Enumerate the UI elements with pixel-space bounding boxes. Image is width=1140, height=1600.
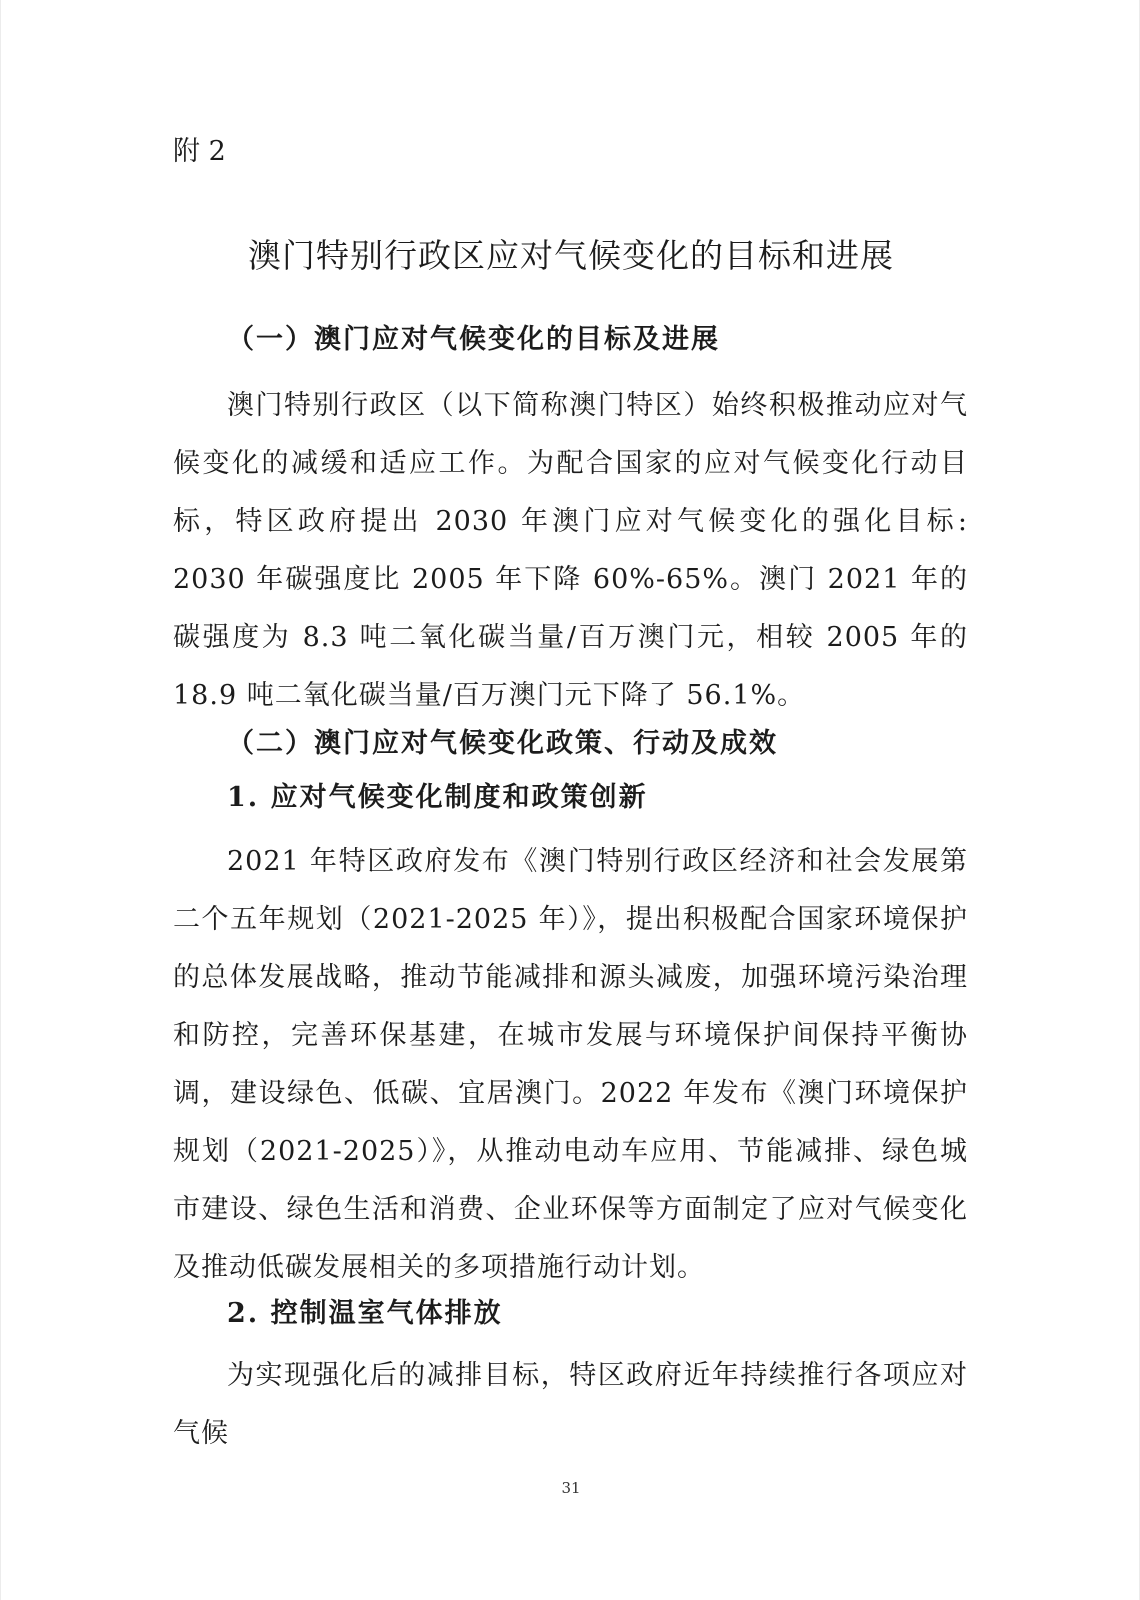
- item-1-heading: 1. 应对气候变化制度和政策创新: [227, 782, 648, 813]
- section-1-paragraph: 澳门特别行政区（以下简称澳门特区）始终积极推动应对气候变化的减缓和适应工作。为配合国家的应对气候变化行动目标，特区政府提出 2030 年澳门应对气候变化的强化目标: 2030 年碳强度比 2005 年下降 60%-65%。澳门 2021 年的碳强度为 8.3 吨二氧化碳当量/百万澳门元，相较 2005 年的 18.9 吨二氧化碳当量/百万澳门元下降了 56.1%。: [173, 390, 968, 711]
- document-title: 澳门特别行政区应对气候变化的目标和进展: [248, 236, 894, 275]
- item-1-paragraph: 2021 年特区政府发布《澳门特别行政区经济和社会发展第二个五年规划（2021-2025 年）》，提出积极配合国家环境保护的总体发展战略，推动节能减排和源头减废，加强环境污染治理和防控，完善环保基建，在城市发展与环境保护间保持平衡协调，建设绿色、低碳、宜居澳门。2022 年发布《澳门环境保护规划（2021-2025）》，从推动电动车应用、节能减排、绿色城市建设、绿色生活和消费、企业环保等方面制定了应对气候变化及推动低碳发展相关的多项措施行动计划。: [173, 846, 968, 1283]
- section-1-heading: （一）澳门应对气候变化的目标及进展: [227, 324, 720, 355]
- item-2-heading: 2. 控制温室气体排放: [227, 1298, 503, 1329]
- item-2-paragraph: 为实现强化后的减排目标，特区政府近年持续推行各项应对气候: [173, 1360, 968, 1449]
- page-number: 31: [561, 1479, 581, 1497]
- annex-label: 附 2: [173, 136, 226, 167]
- section-2-heading: （二）澳门应对气候变化政策、行动及成效: [227, 728, 778, 759]
